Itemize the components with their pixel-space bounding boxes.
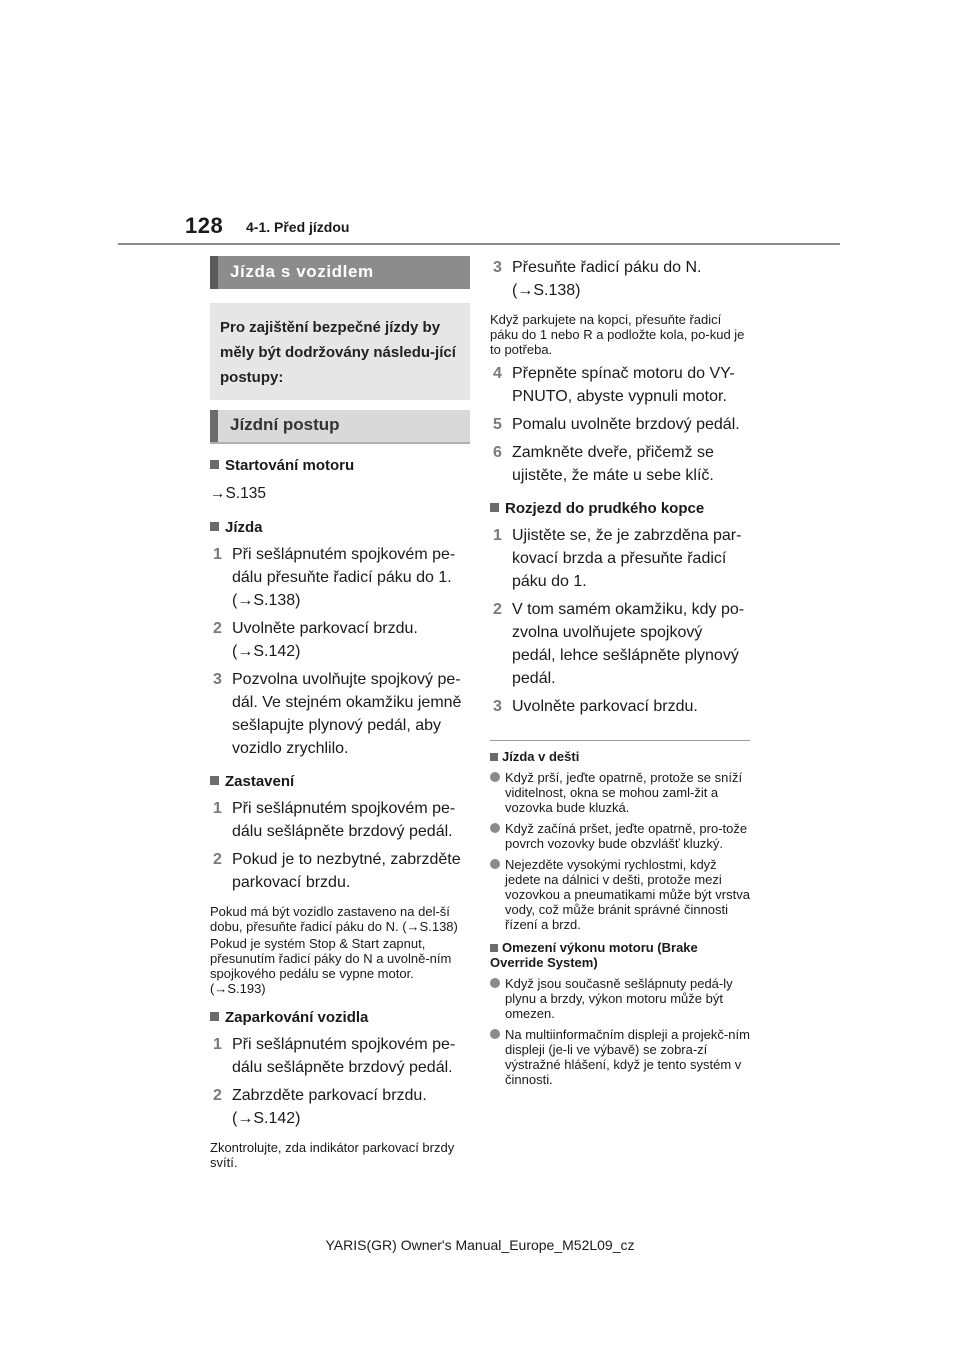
- sub-heading: Jízdní postup: [210, 410, 470, 442]
- step-item: [490, 695, 750, 718]
- step-number: 1: [493, 527, 502, 544]
- step-text: V tom samém okamžiku, kdy po-zvolna uvolňujete spojkový pedál, lehce sešlápněte plynový pedál.: [512, 601, 745, 687]
- step-item: [210, 797, 470, 843]
- step-item: [490, 362, 750, 408]
- heading-text: Jízda v dešti: [502, 749, 580, 764]
- heading-brake-override: [490, 940, 750, 970]
- note-parking: Zkontrolujte, zda indikátor parkovací brzdy svítí.: [210, 1140, 455, 1170]
- heading-text: Jízda: [225, 519, 263, 536]
- step-number: 6: [493, 444, 502, 461]
- info-item: [490, 770, 750, 815]
- step-item: [210, 668, 470, 760]
- step-number: 3: [493, 259, 502, 276]
- note-hill-parking: Když parkujete na kopci, přesuňte řadicí páku do 1 nebo R a podložte kola, po-kud je to potřeba.: [490, 312, 745, 357]
- step-number: 2: [213, 1087, 222, 1104]
- square-bullet-icon: [490, 753, 498, 761]
- section-title: 4-1. Před jízdou: [246, 219, 350, 235]
- step-text: Při sešlápnutém spojkovém pe-dálu sešlápněte brzdový pedál.: [232, 1036, 456, 1076]
- step-text: Přesuňte řadicí páku do N.: [512, 259, 702, 276]
- heading-stop: [210, 772, 470, 792]
- left-column: [210, 256, 470, 1170]
- steps-stop: [210, 797, 470, 894]
- circle-bullet-icon: [490, 772, 500, 782]
- step-item: [490, 524, 750, 593]
- info-item: [490, 857, 750, 932]
- circle-bullet-icon: [490, 823, 500, 833]
- step-item: [210, 617, 470, 663]
- intro-box: Pro zajištění bezpečné jízdy by měly být dodržovány následu-jící postupy:: [210, 303, 470, 400]
- step-text: Pozvolna uvolňujte spojkový pe-dál. Ve stejném okamžiku jemně sešlapujte plynový pedál, aby vozidlo zrychlilo.: [232, 671, 462, 757]
- step-number: 2: [213, 851, 222, 868]
- step-text: Při sešlápnutém spojkovém pe-dálu sešlápněte brzdový pedál.: [232, 800, 456, 840]
- step-text: Pokud je to nezbytné, zabrzděte parkovací brzdu.: [232, 851, 461, 891]
- step-text: Zamkněte dveře, přičemž se ujistěte, že máte u sebe klíč.: [512, 444, 714, 484]
- info-text: Když prší, jeďte opatrně, protože se sníží viditelnost, okna se mohou zaml-žit a vozovka bude kluzká.: [505, 770, 743, 815]
- heading-hill-start: [490, 499, 750, 519]
- step-item: [210, 1084, 470, 1130]
- steps-parking-final: [490, 362, 750, 487]
- heading-text: Startování motoru: [225, 457, 355, 474]
- step-text: Uvolněte parkovací brzdu.: [232, 620, 418, 637]
- info-item: [490, 976, 750, 1021]
- page-number: 128: [185, 213, 224, 238]
- heading-parking: [210, 1008, 470, 1028]
- step-number: 1: [213, 546, 222, 563]
- header-divider: [118, 243, 840, 245]
- step-text: Při sešlápnutém spojkovém pe-dálu přesuňte řadicí páku do 1.: [232, 546, 456, 586]
- square-bullet-icon: [210, 522, 219, 531]
- heading-drive: [210, 518, 470, 538]
- step-text: Přepněte spínač motoru do VY-PNUTO, abyste vypnuli motor.: [512, 365, 735, 405]
- step-item: [490, 441, 750, 487]
- info-item: [490, 821, 750, 851]
- right-column: [490, 256, 750, 1087]
- circle-bullet-icon: [490, 859, 500, 869]
- step-text: Zabrzděte parkovací brzdu.: [232, 1087, 427, 1104]
- footer-manual-id: YARIS(GR) Owner's Manual_Europe_M52L09_cz: [325, 1237, 635, 1253]
- step-reference: (→S.142): [232, 1110, 301, 1127]
- step-text: Ujistěte se, že je zabrzděna par-kovací brzda a přesuňte řadicí páku do 1.: [512, 527, 742, 590]
- info-text: Když jsou současně sešlápnuty pedá-ly plynu a brzdy, výkon motoru může být omezen.: [505, 976, 733, 1021]
- step-number: 4: [493, 365, 502, 382]
- step-number: 5: [493, 416, 502, 433]
- heading-rain: [490, 749, 750, 764]
- main-heading: Jízda s vozidlem: [210, 256, 470, 289]
- info-text: Na multiinformačním displeji a projekč-ním displeji (je-li ve výbavě) se zobra-zí výstražné hlášení, když je tento systém v činnosti.: [505, 1027, 750, 1087]
- circle-bullet-icon: [490, 1029, 500, 1039]
- sub-heading-rule: [210, 442, 470, 444]
- steps-parking: [210, 1033, 470, 1130]
- info-divider: [490, 740, 750, 741]
- step-item: [490, 598, 750, 690]
- step-reference: (→S.138): [512, 282, 581, 299]
- page-reference: →S.135: [210, 485, 267, 502]
- square-bullet-icon: [210, 776, 219, 785]
- square-bullet-icon: [490, 503, 499, 512]
- step-item: [490, 256, 750, 302]
- steps-parking-continued: [490, 256, 750, 302]
- steps-drive: [210, 543, 470, 760]
- step-number: 1: [213, 1036, 222, 1053]
- step-number: 2: [493, 601, 502, 618]
- step-number: 3: [213, 671, 222, 688]
- step-text: Uvolněte parkovací brzdu.: [512, 698, 698, 715]
- note-stop-1: Pokud má být vozidlo zastaveno na del-ší dobu, přesuňte řadicí páku do N. (→S.138): [210, 904, 458, 934]
- note-stop-2: Pokud je systém Stop & Start zapnut, přesunutím řadicí páky do N a uvolně-ním spojkového pedálu se vypne motor. (→S.193): [210, 936, 452, 996]
- circle-bullet-icon: [490, 978, 500, 988]
- step-number: 1: [213, 800, 222, 817]
- step-reference: (→S.142): [232, 643, 301, 660]
- square-bullet-icon: [490, 944, 498, 952]
- step-reference: (→S.138): [232, 592, 301, 609]
- square-bullet-icon: [210, 460, 219, 469]
- step-item: [210, 1033, 470, 1079]
- steps-hill-start: [490, 524, 750, 718]
- info-item: [490, 1027, 750, 1087]
- info-text: Když začíná pršet, jeďte opatrně, pro-tože povrch vozovky bude obzvlášť kluzký.: [505, 821, 748, 851]
- heading-text: Zastavení: [225, 773, 295, 790]
- step-text: Pomalu uvolněte brzdový pedál.: [512, 416, 740, 433]
- heading-text: Rozjezd do prudkého kopce: [505, 500, 705, 517]
- step-item: [210, 848, 470, 894]
- heading-text: Zaparkování vozidla: [225, 1009, 369, 1026]
- step-item: [210, 543, 470, 612]
- heading-text: Omezení výkonu motoru (Brake Override System): [490, 940, 698, 970]
- step-number: 3: [493, 698, 502, 715]
- step-number: 2: [213, 620, 222, 637]
- square-bullet-icon: [210, 1012, 219, 1021]
- step-item: [490, 413, 750, 436]
- info-text: Nejezděte vysokými rychlostmi, když jedete na dálnici v dešti, protože mezi vozovkou a pneumatikami může být vrstva vody, což může bránit správné činnosti řízení a brzd.: [505, 857, 750, 932]
- heading-start-engine: [210, 456, 470, 476]
